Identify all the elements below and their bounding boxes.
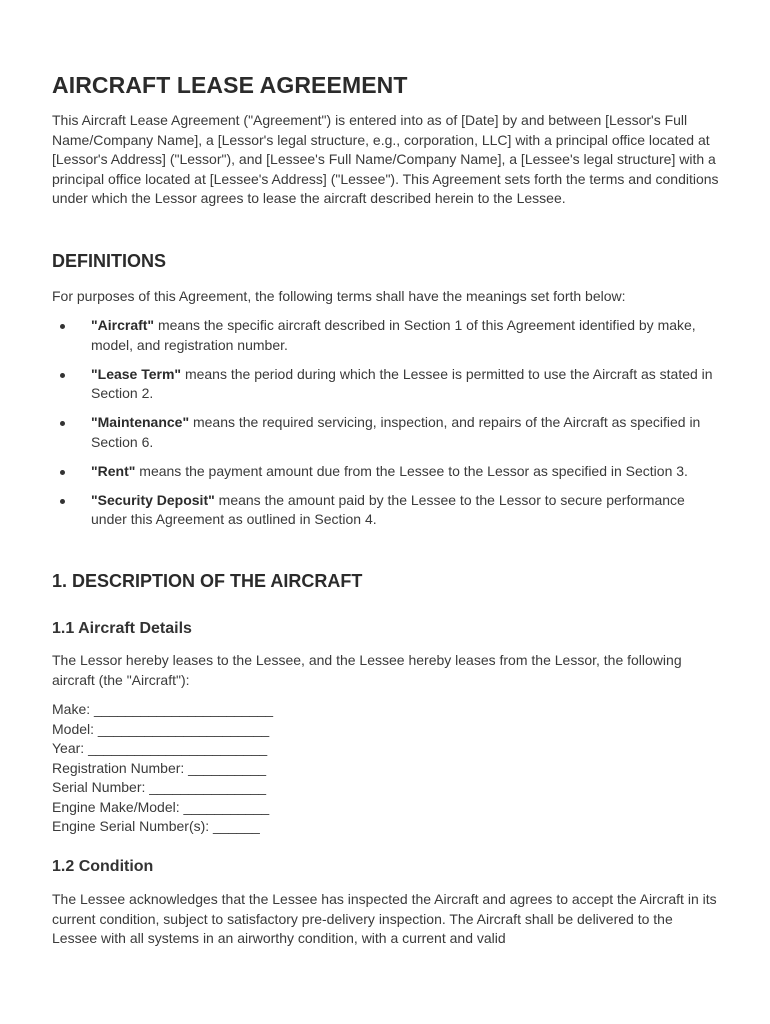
definition-item-maintenance (52, 413, 722, 452)
bullet-icon (60, 324, 65, 329)
definitions-heading: DEFINITIONS (52, 251, 167, 271)
definition-text: means the payment amount due from the Lessee to the Lessor as specified in Section 3. (135, 462, 688, 479)
engine-make-model-field: Engine Make/Model: ___________ (52, 798, 270, 815)
definition-term: "Security Deposit" (91, 491, 215, 508)
bullet-icon (60, 373, 65, 378)
definition-term: "Lease Term" (91, 365, 182, 382)
bullet-icon (60, 499, 65, 504)
document-title: AIRCRAFT LEASE AGREEMENT (52, 72, 408, 98)
intro-paragraph: This Aircraft Lease Agreement ("Agreement") is entered into as of [Date] by and between [Lessor's Full Name/Company Name], a [Lessor's legal structure, e.g., corporation, LLC] with a principal office located at [Lessor's Address] ("Lessor"), and [Lessee's Full Name/Company Name], a [Lessee's legal structure] with a principal office located at [Lessee's Address] ("Lessee"). This Agreement sets forth the terms and conditions under which the Lessor agrees to lease the aircraft described herein to the Lessee. (52, 112, 719, 206)
condition-heading: 1.2 Condition (52, 858, 154, 875)
serial-number-field: Serial Number: _______________ (52, 779, 267, 795)
definition-text: means the period during which the Lessee is permitted to use the Aircraft as stated in Section 2. (91, 365, 713, 401)
definition-text: means the amount paid by the Lessee to the Lessor to secure performance under this Agreement as outlined in Section 4. (91, 491, 685, 527)
model-field: Model: ______________________ (52, 720, 270, 737)
year-field: Year: _______________________ (52, 740, 268, 756)
aircraft-fields-list (52, 700, 273, 837)
make-field: Make: _______________________ (52, 701, 274, 717)
engine-serial-number-field: Engine Serial Number(s): ______ (52, 818, 260, 834)
definition-term: "Rent" (91, 462, 136, 479)
definition-item-aircraft (52, 316, 722, 355)
section-1-heading: 1. DESCRIPTION OF THE AIRCRAFT (52, 571, 363, 591)
bullet-icon (60, 421, 65, 426)
aircraft-details-intro: The Lessor hereby leases to the Lessee, and the Lessee hereby leases from the Lessor, the following aircraft (the "Aircraft"): (52, 652, 682, 688)
definition-item-security-deposit (52, 491, 722, 530)
definitions-intro: For purposes of this Agreement, the following terms shall have the meanings set forth below: (52, 288, 626, 304)
definition-text: means the specific aircraft described in Section 1 of this Agreement identified by make, model, and registration number. (91, 317, 696, 353)
definitions-list (52, 316, 722, 539)
definition-term: "Aircraft" (91, 317, 155, 333)
aircraft-details-heading: 1.1 Aircraft Details (52, 620, 192, 637)
condition-paragraph: The Lessee acknowledges that the Lessee has inspected the Aircraft and agrees to accept the Aircraft in its current condition, subject to satisfactory pre-delivery inspection. The Aircraft shall be delivered to the Lessee with all systems in an airworthy condition, with a current and valid (52, 891, 717, 946)
definition-term: "Maintenance" (91, 414, 190, 430)
definition-item-lease-term (52, 365, 722, 404)
bullet-icon (60, 470, 65, 475)
definition-item-rent (52, 462, 722, 482)
registration-number-field: Registration Number: __________ (52, 759, 267, 776)
definition-text: means the required servicing, inspection, and repairs of the Aircraft as specified in Section 6. (91, 414, 701, 450)
